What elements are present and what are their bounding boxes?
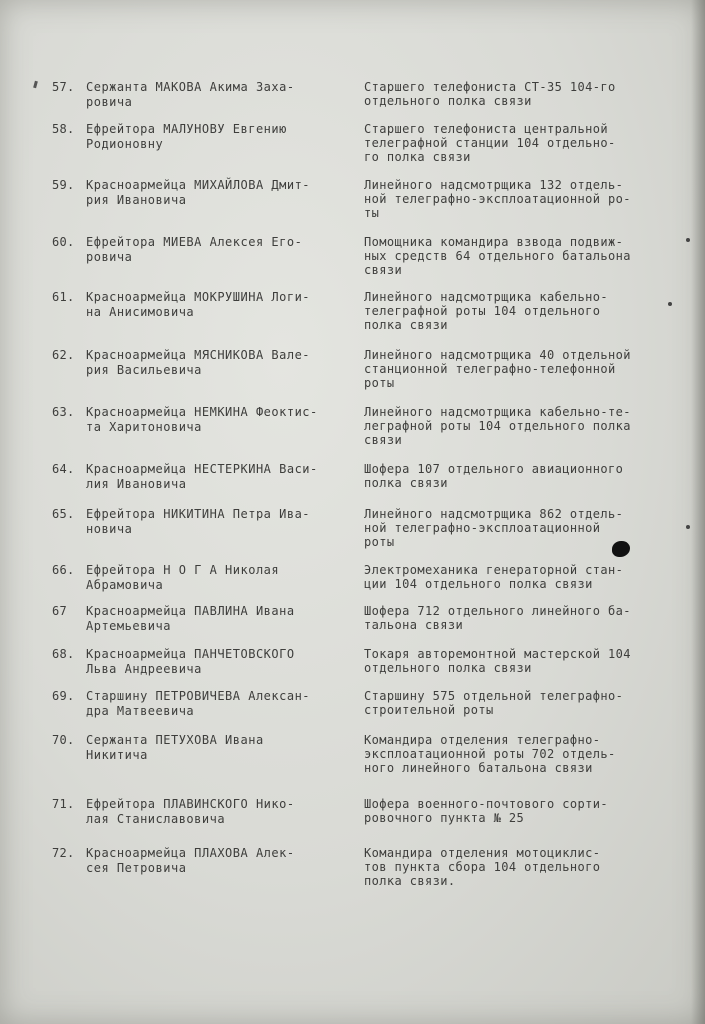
entry-position-line: ной телеграфно-эксплоатационной (364, 521, 601, 535)
entry-name (86, 178, 346, 208)
entry-position-line: полка связи (364, 318, 448, 332)
entry-name-line: лия Ивановича (86, 477, 187, 491)
entry-name (86, 604, 346, 634)
entry-position (364, 80, 664, 108)
entry-name-line: Ефрейтора МИЕВА Алексея Его- (86, 235, 303, 249)
entry-name-line: Красноармейца ПАНЧЕТОВСКОГО (86, 647, 295, 661)
entry-name-line: рия Ивановича (86, 193, 187, 207)
entry-position-line: полка связи. (364, 874, 456, 888)
entry-name-line: Ефрейтора Н О Г А Николая (86, 563, 280, 577)
entry-position-line: Линейного надсмотрщика 862 отдель- (364, 507, 624, 521)
entry-position-line: отдельного полка связи (364, 94, 532, 108)
entry-name-line: Родионовну (86, 137, 164, 151)
entry-name-line: ровича (86, 250, 133, 264)
entry-name (86, 733, 346, 763)
entry-position-line: роты (364, 376, 395, 390)
entry-position-line: Старшину 575 отдельной телеграфно- (364, 689, 624, 703)
entry-name-line: Абрамовича (86, 578, 164, 592)
entry-name-line: Старшину ПЕТРОВИЧЕВА Алексан- (86, 689, 311, 703)
entry-position-line: ровочного пункта № 25 (364, 811, 525, 825)
entry-position (364, 122, 664, 164)
entry-position-line: тов пункта сбора 104 отдельного (364, 860, 601, 874)
entry-name-line: Ефрейтора НИКИТИНА Петра Ива- (86, 507, 311, 521)
entry-position-line: роты (364, 535, 395, 549)
entry-name (86, 80, 346, 110)
entry-name (86, 235, 346, 265)
entry-number: 69. (52, 689, 75, 703)
entry-name-line: рия Васильевича (86, 363, 202, 377)
entry-position (364, 647, 664, 675)
entry-number: 71. (52, 797, 75, 811)
entry-name (86, 647, 346, 677)
entry-position (364, 235, 664, 277)
entry-position (364, 604, 664, 632)
entry-position-line: станционной телеграфно-телефонной (364, 362, 616, 376)
entry-name-line: Красноармейца МОКРУШИНА Логи- (86, 290, 311, 304)
entry-position (364, 733, 664, 775)
entry-position-line: Токаря авторемонтной мастерской 104 (364, 647, 631, 661)
entry-number: 68. (52, 647, 75, 661)
entry-name (86, 797, 346, 827)
entry-number: 70. (52, 733, 75, 747)
paper-speck (686, 238, 690, 242)
entry-position-line: ции 104 отдельного полка связи (364, 577, 593, 591)
entry-position-line: связи (364, 263, 403, 277)
entry-name (86, 405, 346, 435)
entry-position (364, 178, 664, 220)
entry-name (86, 122, 346, 152)
entry-position-line: го полка связи (364, 150, 471, 164)
entry-name-line: Красноармейца МИХАЙЛОВА Дмит- (86, 178, 311, 192)
entry-name (86, 462, 346, 492)
entry-number: 57. (52, 80, 75, 94)
entry-position-line: Шофера военного-почтового сорти- (364, 797, 608, 811)
entry-name-line: та Харитоновича (86, 420, 202, 434)
entry-position-line: ного линейного батальона связи (364, 761, 593, 775)
entry-name (86, 290, 346, 320)
entry-position-line: Линейного надсмотрщика кабельно- (364, 290, 608, 304)
entry-name (86, 846, 346, 876)
entry-position-line: Шофера 107 отдельного авиационного (364, 462, 624, 476)
entry-name-line: Ефрейтора МАЛУНОВУ Евгению (86, 122, 287, 136)
entry-name-line: Никитича (86, 748, 148, 762)
entry-name-line: сея Петровича (86, 861, 187, 875)
entry-position-line: Линейного надсмотрщика кабельно-те- (364, 405, 631, 419)
entry-name (86, 563, 346, 593)
entry-position-line: Линейного надсмотрщика 132 отдель- (364, 178, 624, 192)
entry-name-line: Красноармейца НЕСТЕРКИНА Васи- (86, 462, 318, 476)
entry-position-line: телеграфной станции 104 отдельно- (364, 136, 616, 150)
entry-position-line: Линейного надсмотрщика 40 отдельной (364, 348, 631, 362)
entry-position-line: отдельного полка связи (364, 661, 532, 675)
entry-position-line: полка связи (364, 476, 448, 490)
entry-position-line: ных средств 64 отдельного батальона (364, 249, 631, 263)
entry-name-line: Ефрейтора ПЛАВИНСКОГО Нико- (86, 797, 295, 811)
entry-name-line: лая Станиславовича (86, 812, 226, 826)
entry-position (364, 689, 664, 717)
entry-number: 62. (52, 348, 75, 362)
entry-number: 66. (52, 563, 75, 577)
entry-number: 72. (52, 846, 75, 860)
entry-name (86, 348, 346, 378)
entry-number: 61. (52, 290, 75, 304)
entry-name-line: дра Матвеевича (86, 704, 195, 718)
entry-name-line: Красноармейца ПАВЛИНА Ивана (86, 604, 295, 618)
entry-position (364, 462, 664, 490)
entry-number: 60. (52, 235, 75, 249)
entry-name-line: Красноармейца ПЛАХОВА Алек- (86, 846, 295, 860)
entry-number: 64. (52, 462, 75, 476)
entry-position-line: Командира отделения телеграфно- (364, 733, 601, 747)
entry-position-line: связи (364, 433, 403, 447)
entry-number: 63. (52, 405, 75, 419)
page-edge-shadow (691, 0, 705, 1024)
entry-position-line: Электромеханика генераторной стан- (364, 563, 624, 577)
entry-position (364, 290, 664, 332)
paper-speck (668, 302, 672, 306)
entry-name (86, 507, 346, 537)
entry-name (86, 689, 346, 719)
entry-position-line: эксплоатационной роты 702 отдель- (364, 747, 616, 761)
entry-position (364, 405, 664, 447)
entry-name-line: Артемьевича (86, 619, 171, 633)
entry-position (364, 507, 664, 549)
entry-position-line: Шофера 712 отдельного линейного ба- (364, 604, 631, 618)
entry-name-line: новича (86, 522, 133, 536)
entry-name-line: Льва Андреевича (86, 662, 202, 676)
entry-position-line: Старшего телефониста СТ-35 104-го (364, 80, 616, 94)
entry-position (364, 348, 664, 390)
entry-position (364, 563, 664, 591)
entry-position (364, 846, 664, 888)
entry-name-line: ровича (86, 95, 133, 109)
entry-name-line: Сержанта МАКОВА Акима Заха- (86, 80, 295, 94)
entry-name-line: Сержанта ПЕТУХОВА Ивана (86, 733, 264, 747)
entry-name-line: на Анисимовича (86, 305, 195, 319)
entry-position-line: леграфной роты 104 отдельного полка (364, 419, 631, 433)
entry-position-line: телеграфной роты 104 отдельного (364, 304, 601, 318)
entry-position-line: ты (364, 206, 380, 220)
entry-position (364, 797, 664, 825)
entry-name-line: Красноармейца НЕМКИНА Феоктис- (86, 405, 318, 419)
entry-position-line: ной телеграфно-эксплоатационной ро- (364, 192, 631, 206)
entry-name-line: Красноармейца МЯСНИКОВА Вале- (86, 348, 311, 362)
entry-number: 59. (52, 178, 75, 192)
entry-number: 58. (52, 122, 75, 136)
entry-position-line: Старшего телефониста центральной (364, 122, 608, 136)
entry-position-line: строительной роты (364, 703, 494, 717)
pencil-check-mark (33, 81, 38, 89)
entry-position-line: Командира отделения мотоциклис- (364, 846, 601, 860)
entry-position-line: тальона связи (364, 618, 464, 632)
entry-number: 67 (52, 604, 68, 618)
entry-position-line: Помощника командира взвода подвиж- (364, 235, 624, 249)
entry-number: 65. (52, 507, 75, 521)
paper-speck (686, 525, 690, 529)
